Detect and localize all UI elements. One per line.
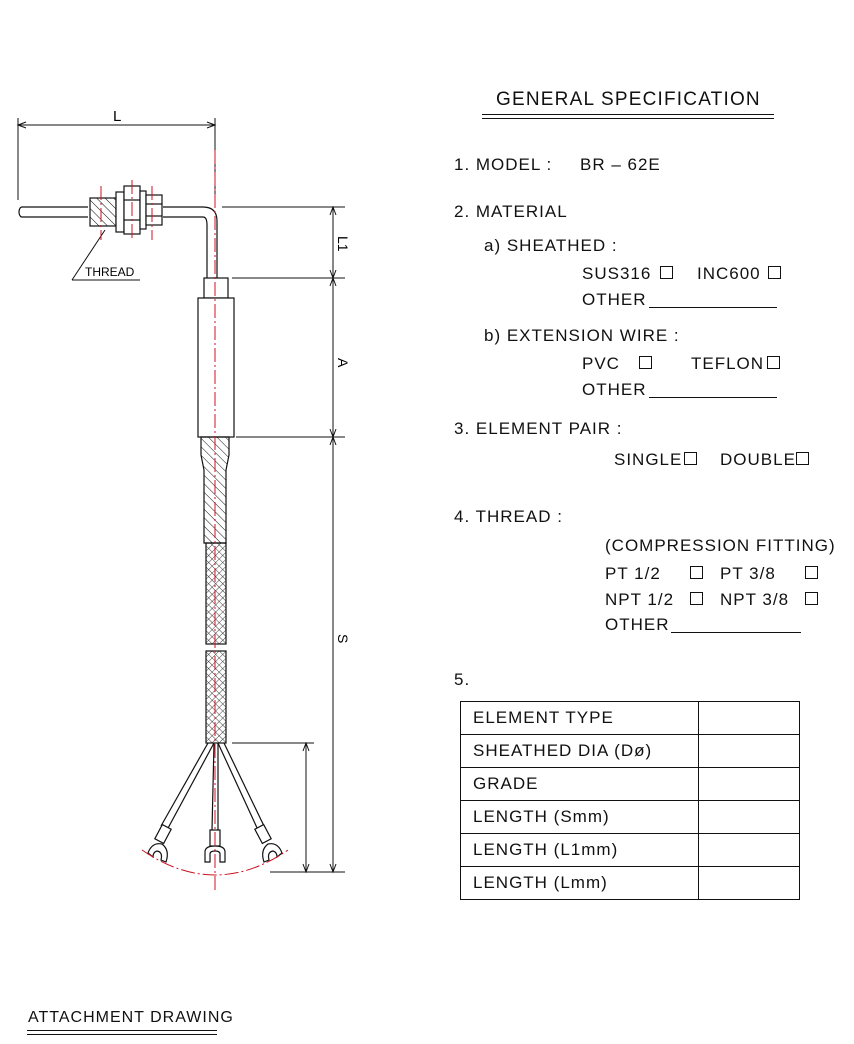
row-label: GRADE	[461, 768, 699, 801]
table-row	[461, 768, 800, 801]
ext-wire-opt-teflon: TEFLON	[691, 354, 765, 373]
thread-opt-pt12: PT 1/2	[605, 564, 661, 583]
dim-a-label: A	[335, 358, 351, 368]
checkbox-sus316[interactable]	[660, 266, 673, 279]
thread-other-label: OTHER	[605, 615, 670, 634]
element-pair-double: DOUBLE	[720, 450, 796, 469]
dim-l-label: L	[113, 108, 122, 125]
thread-opt-npt12: NPT 1/2	[605, 590, 675, 609]
dimension-lines-right	[222, 207, 345, 872]
row-label: LENGTH (Lmm)	[461, 867, 699, 900]
row-value[interactable]	[699, 834, 800, 867]
spec-title: GENERAL SPECIFICATION	[496, 89, 761, 110]
element-pair-label: 3. ELEMENT PAIR :	[454, 419, 623, 438]
checkbox-teflon[interactable]	[767, 356, 780, 369]
model-value: BR – 62E	[580, 155, 661, 174]
section-5-label: 5.	[454, 670, 471, 689]
row-value[interactable]	[699, 867, 800, 900]
table-row	[461, 834, 800, 867]
ext-wire-other-label: OTHER	[582, 380, 647, 399]
checkbox-single[interactable]	[684, 452, 697, 465]
sheathed-other-field[interactable]	[649, 307, 777, 308]
thread-spec-label: 4. THREAD :	[454, 507, 563, 526]
thread-opt-pt38: PT 3/8	[720, 564, 776, 583]
row-value[interactable]	[699, 768, 800, 801]
table-row	[461, 801, 800, 834]
transition-sleeve	[198, 278, 234, 437]
thread-label: THREAD	[85, 265, 135, 279]
spec-table	[460, 701, 800, 900]
checkbox-double[interactable]	[796, 452, 809, 465]
model-label: 1. MODEL :	[454, 155, 553, 174]
checkbox-npt12[interactable]	[690, 592, 703, 605]
braided-wire-lower	[206, 651, 226, 743]
dim-s-label: S	[335, 634, 351, 644]
table-row	[461, 702, 800, 735]
table-row	[461, 735, 800, 768]
row-label: LENGTH (Smm)	[461, 801, 699, 834]
footer-underline-1	[27, 1030, 217, 1031]
table-row	[461, 867, 800, 900]
checkbox-npt38[interactable]	[805, 592, 818, 605]
row-value[interactable]	[699, 702, 800, 735]
thread-other-field[interactable]	[671, 632, 801, 633]
sheathed-other-label: OTHER	[582, 290, 647, 309]
lead-wires	[161, 743, 264, 830]
thread-opt-npt38: NPT 3/8	[720, 590, 790, 609]
footer-underline-2	[27, 1034, 217, 1035]
sheathed-opt-sus316: SUS316	[582, 264, 652, 283]
ext-wire-label: b) EXTENSION WIRE :	[484, 326, 680, 345]
title-underline-2	[482, 118, 774, 119]
thread-note: (COMPRESSION FITTING)	[605, 536, 836, 555]
element-pair-single: SINGLE	[614, 450, 683, 469]
row-value[interactable]	[699, 801, 800, 834]
dim-l1-label: L1	[335, 236, 351, 252]
dimension-l	[18, 118, 215, 200]
checkbox-inc600[interactable]	[768, 266, 781, 279]
sheathed-label: a) SHEATHED :	[484, 236, 618, 255]
braided-wire-upper	[206, 543, 226, 644]
row-value[interactable]	[699, 735, 800, 768]
checkbox-pt12[interactable]	[690, 566, 703, 579]
ext-wire-opt-pvc: PVC	[582, 354, 620, 373]
material-label: 2. MATERIAL	[454, 202, 568, 221]
row-label: LENGTH (L1mm)	[461, 834, 699, 867]
attachment-drawing-label: ATTACHMENT DRAWING	[28, 1009, 234, 1026]
ext-wire-other-field[interactable]	[649, 397, 777, 398]
row-label: ELEMENT TYPE	[461, 702, 699, 735]
checkbox-pt38[interactable]	[805, 566, 818, 579]
checkbox-pvc[interactable]	[639, 356, 652, 369]
sheathed-opt-inc600: INC600	[697, 264, 761, 283]
title-underline-1	[482, 114, 774, 115]
row-label: SHEATHED DIA (Dø)	[461, 735, 699, 768]
